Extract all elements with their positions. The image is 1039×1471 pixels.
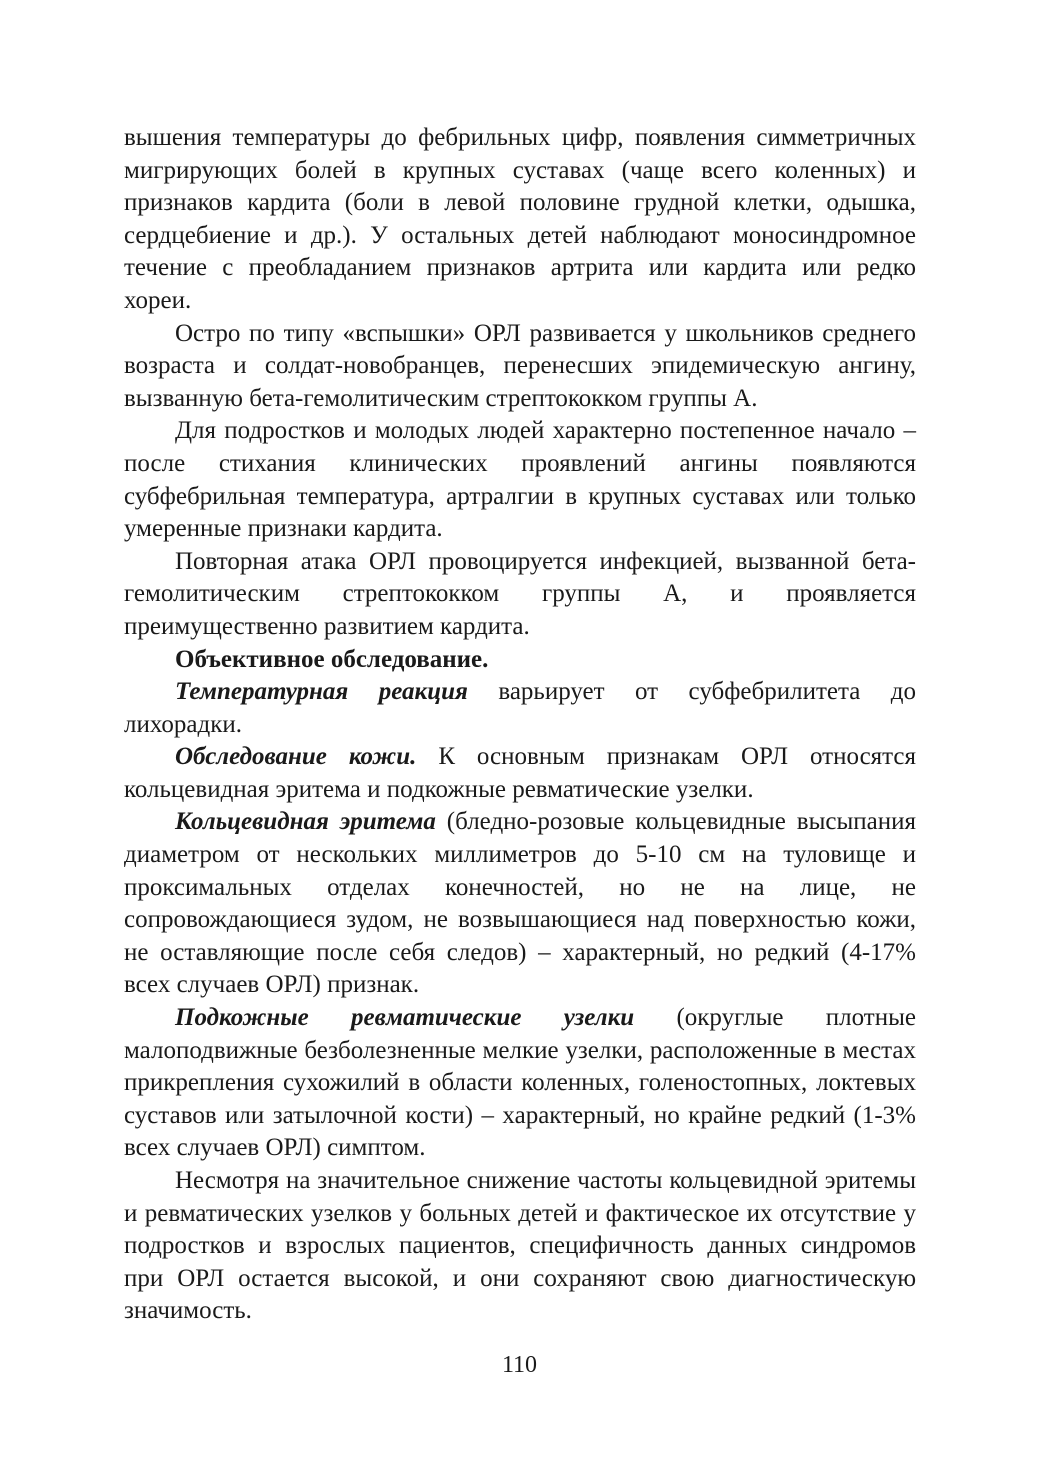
- paragraph: Повторная атака ОРЛ провоцируется инфекцией, вызванной бета-гемолитическим стрептококком группы А, и проявляется преимущественно развитием кардита.: [124, 547, 916, 640]
- paragraph: вышения температуры до фебрильных цифр, появления симметричных мигрирующих болей в крупных суставах (чаще всего коленных) и признаков кардита (боли в левой половине грудной клетки, одышка, сердцебиение и др.). У остальных детей наблюдают моносиндромное течение с преобладанием признаков артрита или кардита или редко хореи.: [124, 124, 916, 314]
- paragraph: [124, 806, 916, 1002]
- paragraph-text: (бледно-розовые кольцевидные высыпания диаметром от нескольких миллиметров до 5-10 см на туловище и проксимальных отделах конечностей, но не на лице, не сопровождающиеся зудом, не возвышающиеся над поверхностью кожи, не оставляющие после себя следов) – характерный, но редкий (4-17% всех случаев ОРЛ) признак.: [124, 808, 916, 999]
- paragraph-text: (округлые плотные малоподвижные безболезненные мелкие узелки, расположенные в местах прикрепления сухожилий в области коленных, голеностопных, локтевых суставов или затылочной кости) – характерный, но крайне редкий (1-3% всех случаев ОРЛ) симптом.: [124, 1004, 916, 1162]
- paragraph: [124, 741, 916, 806]
- term: Температурная реакция: [175, 678, 468, 706]
- term: Кольцевидная эритема: [175, 808, 436, 836]
- paragraph: Несмотря на значительное снижение частоты кольцевидной эритемы и ревматических узелков у больных детей и фактическое их отсутствие у подростков и взрослых пациентов, специфичность данных синдромов при ОРЛ остается высокой, и они сохраняют свою диагностическую значимость.: [124, 1167, 916, 1325]
- paragraph: [124, 676, 916, 741]
- term: Подкожные ревматические узелки: [175, 1004, 635, 1032]
- term: Обследование кожи.: [175, 743, 417, 771]
- paragraph: Остро по типу «вспышки» ОРЛ развивается у школьников среднего возраста и солдат-новобранцев, перенесших эпидемическую ангину, вызванную бета-гемолитическим стрептококком группы А.: [124, 319, 916, 412]
- paragraph-text: К основным признакам ОРЛ относятся кольцевидная эритема и подкожные ревматические узелки.: [124, 743, 916, 803]
- section-heading: Объективное обследование.: [175, 645, 489, 673]
- paragraph-text: варьирует от субфебрилитета до лихорадки.: [124, 678, 916, 738]
- paragraph: Для подростков и молодых людей характерно постепенное начало – после стихания клинических проявлений ангины появляются субфебрильная температура, артралгии в крупных суставах или только умеренные признаки кардита.: [124, 417, 916, 543]
- paragraph: [124, 1002, 916, 1165]
- page-number: 110: [501, 1352, 538, 1378]
- body-text: [124, 122, 916, 1328]
